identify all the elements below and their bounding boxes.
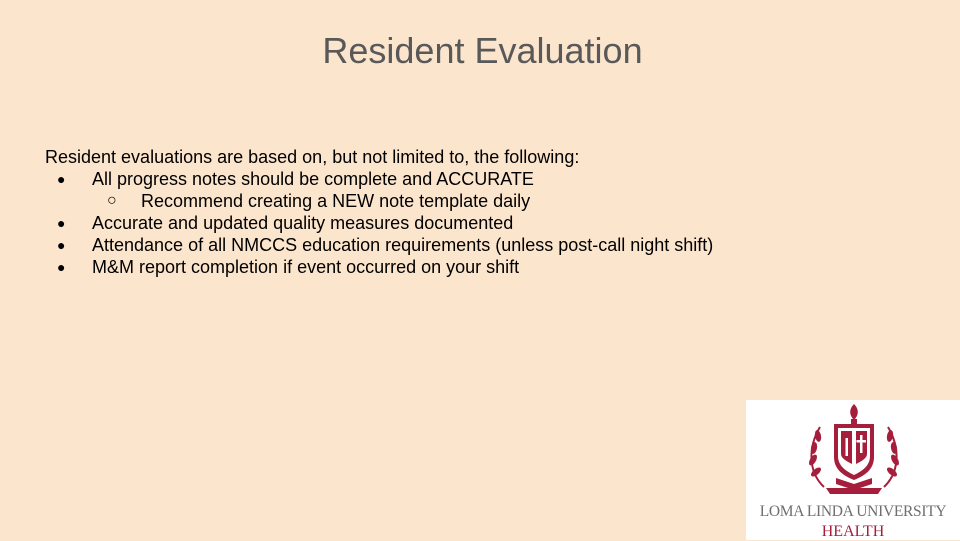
list-item	[45, 168, 905, 190]
bullet-icon: ●	[57, 215, 66, 231]
slide-title: Resident Evaluation	[322, 30, 643, 71]
list-item-text: All progress notes should be complete and ACCURATE	[92, 169, 534, 189]
university-logo	[746, 400, 960, 540]
list-item	[45, 256, 905, 278]
list-item-text: Attendance of all NMCCS education requirements (unless post-call night shift)	[92, 235, 714, 255]
logo-university-name: LOMA LINDA UNIVERSITY	[759, 503, 947, 520]
list-item	[45, 190, 905, 212]
list-item	[45, 234, 905, 256]
list-item-text: Recommend creating a NEW note template daily	[141, 191, 531, 211]
logo-health-label: HEALTH	[821, 523, 885, 540]
list-item	[45, 212, 905, 234]
seal-icon	[804, 402, 904, 498]
bullet-icon: ●	[57, 259, 66, 275]
list-item-text: Accurate and updated quality measures documented	[92, 213, 514, 233]
hollow-bullet-icon: ○	[107, 192, 117, 209]
bullet-icon: ●	[57, 171, 66, 187]
intro-text: Resident evaluations are based on, but not limited to, the following:	[45, 147, 580, 167]
slide-body	[45, 146, 905, 278]
bullet-icon: ●	[57, 237, 66, 253]
list-item-text: M&M report completion if event occurred on your shift	[92, 257, 520, 277]
